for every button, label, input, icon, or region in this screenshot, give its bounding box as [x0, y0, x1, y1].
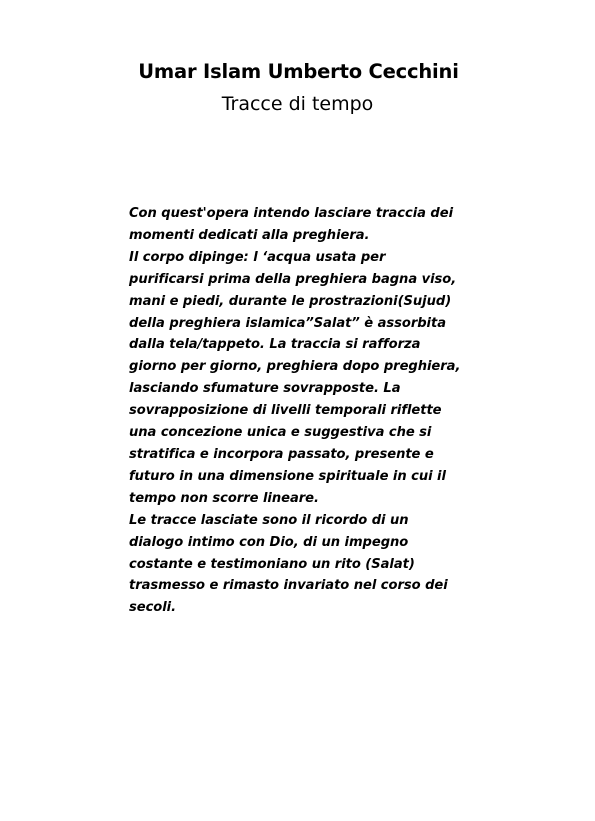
author-name: Umar Islam Umberto Cecchini — [138, 60, 459, 83]
statement-line: giorno per giorno, preghiera dopo preghiera, — [129, 359, 461, 375]
statement-line: una concezione unica e suggestiva che si — [129, 425, 432, 441]
statement-line: Le tracce lasciate sono il ricordo di un — [129, 512, 409, 528]
statement-line: tempo non scorre lineare. — [129, 490, 319, 506]
statement-line: Con quest'opera intendo lasciare traccia dei — [129, 206, 454, 221]
statement-line: stratifica e incorpora passato, presente e — [129, 446, 434, 462]
statement-line: momenti dedicati alla preghiera. — [129, 227, 370, 243]
statement-line: costante e testimoniano un rito (Salat) — [129, 556, 415, 572]
statement-line: Il corpo dipinge: l ‘acqua usata per — [129, 249, 386, 265]
statement-line: secoli. — [129, 600, 177, 616]
statement-line: trasmesso e rimasto invariato nel corso dei — [129, 578, 448, 594]
statement-line: dialogo intimo con Dio, di un impegno — [129, 534, 409, 550]
statement-line: purificarsi prima della preghiera bagna viso, — [129, 271, 457, 287]
statement-line: dalla tela/tappeto. La traccia si rafforza — [129, 337, 421, 353]
statement-line: mani e piedi, durante le prostrazioni(Sujud) — [129, 293, 452, 309]
statement-line: futuro in una dimensione spirituale in cui il — [129, 468, 446, 484]
artwork-title: Tracce di tempo — [221, 93, 374, 115]
artist-statement — [129, 203, 499, 619]
statement-line: sovrapposizione di livelli temporali riflette — [129, 403, 442, 419]
statement-line: lasciando sfumature sovrapposte. La — [129, 381, 401, 397]
statement-line: della preghiera islamica”Salat” è assorbita — [129, 315, 446, 331]
